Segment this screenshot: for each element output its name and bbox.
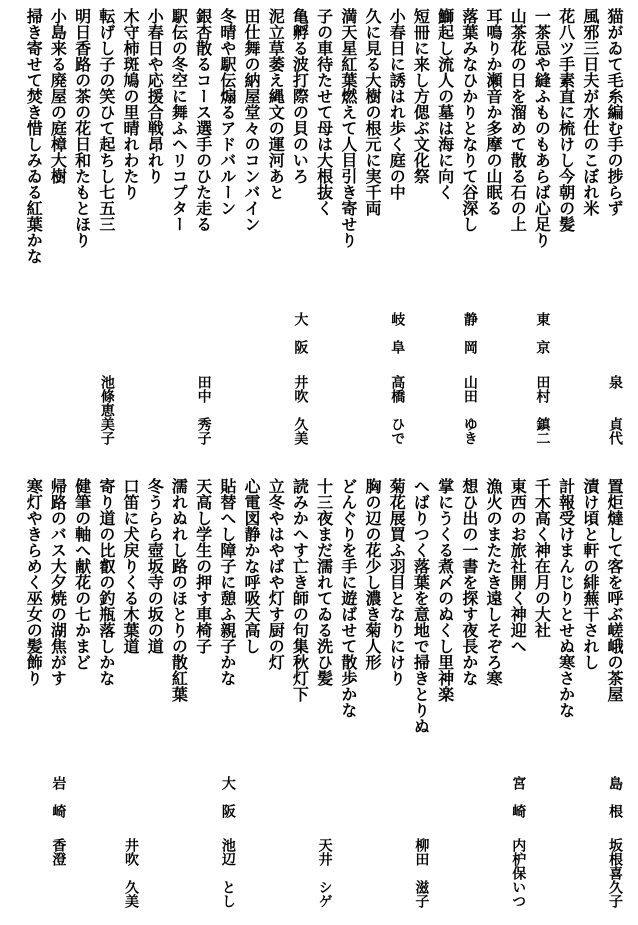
haiku-line: 想ひ出の一書を探す夜長かな: [459, 478, 479, 686]
haiku-line: へばりつく落葉を意地で掃きとりぬ: [411, 478, 431, 734]
haiku-line: 満天星紅葉燃えて人目引き寄せり: [338, 8, 358, 248]
haiku-line: 風邪三日夫が水仕のこぼれ米: [580, 8, 600, 216]
author-prefecture: 岐 阜: [389, 312, 406, 354]
haiku-line: どんぐりを手に遊ばせて散歩かな: [338, 478, 358, 718]
author-name: 田中 秀子: [195, 375, 212, 445]
author-name: 坂根喜久子: [607, 838, 623, 908]
haiku-line: 冬晴や駅伝煽るアドバルーン: [217, 8, 237, 216]
author-prefecture: 東 京: [534, 312, 551, 354]
haiku-line: 掌にうくる煮〆のぬくし里神楽: [435, 478, 455, 702]
haiku-line: 亀孵る波打際の貝のいろ: [290, 8, 310, 184]
haiku-line: 銀杏散るコース選手のひた走る: [193, 8, 213, 232]
haiku-line: 短冊に来し方偲ぶ文化祭: [411, 8, 431, 184]
haiku-line: 計報受けまんじりとせぬ寒さかな: [556, 478, 576, 718]
haiku-line: 掃き寄せて焚き惜しみゐる紅葉かな: [24, 8, 44, 264]
author-name: 高橋 ひで: [389, 375, 406, 445]
haiku-line: 鰤起し流人の墓は海に向く: [435, 8, 455, 200]
haiku-line: 落葉みなひかりとなりて谷深し: [459, 8, 479, 232]
author-name: 泉 貞代: [607, 375, 623, 445]
author-prefecture: 宮 崎: [510, 776, 527, 818]
haiku-line: 読みかへす亡き師の句集秋灯下: [290, 478, 310, 702]
haiku-line: 冬うらら壺坂寺の坂の道: [145, 478, 165, 654]
author-name: 池辺 とし: [219, 838, 236, 908]
haiku-line: 帰路のバス大夕焼の湖焦がす: [48, 478, 68, 686]
author-name: 柳田 滋子: [413, 838, 430, 908]
haiku-line: 泥立草萎え縄文の運河あと: [266, 8, 286, 200]
author-prefecture: 大 阪: [292, 312, 309, 354]
author-prefecture: 岩 崎: [50, 776, 67, 818]
haiku-line: 寄り道の比叡の釣瓶落しかな: [96, 478, 116, 686]
author-name: 井吹 久美: [123, 838, 139, 908]
haiku-line: 置炬燵して客を呼ぶ嵯峨の茶屋: [605, 478, 624, 702]
haiku-line: 明日香路の茶の花日和たもとほり: [72, 8, 92, 248]
haiku-line: 菊花展買ふ羽目となりにけり: [387, 478, 407, 686]
haiku-line: 耳鳴りか瀬音か多摩の山眠る: [484, 8, 503, 216]
haiku-line: 久に見る大樹の根元に実千両: [363, 8, 382, 216]
haiku-line: 小春日に誘はれ歩く庭の中: [387, 8, 407, 200]
author-prefecture: 島 根: [607, 776, 623, 818]
haiku-line: 転げし子の笑ひて起ちし七五三: [96, 8, 116, 232]
haiku-line: 漬け頃と軒の緋蕪干されし: [580, 478, 600, 670]
haiku-line: 健筆の軸へ献花の七かまど: [72, 478, 92, 670]
haiku-line: 駅伝の冬空に舞ふヘリコプター: [169, 8, 189, 232]
author-name: 山田 ゆき: [461, 375, 478, 445]
haiku-line: 天高し学生の押す車椅子: [193, 478, 213, 654]
haiku-line: 猫がゐて毛糸編む手の捗らず: [605, 8, 624, 216]
haiku-line: 貼替へし障子に憩ふ親子かな: [217, 478, 237, 686]
haiku-line: 立冬やはやばや灯す厨の灯: [266, 478, 286, 670]
haiku-line: 子の車待たせて母は大根抜く: [314, 8, 334, 216]
haiku-line: 漁火のまたたき遠しそぞろ寒: [484, 478, 503, 686]
author-name: 池條恵美子: [98, 375, 115, 445]
haiku-line: 小春日や応援合戦昂れり: [145, 8, 165, 184]
haiku-line: 十三夜まだ濡れてゐる洗ひ髪: [314, 478, 334, 686]
haiku-line: 胸の辺の花少し濃き菊人形: [363, 478, 382, 670]
author-prefecture: 大 阪: [219, 776, 236, 818]
author-name: 井吹 久美: [292, 375, 309, 445]
author-prefecture: 静 岡: [461, 312, 478, 354]
haiku-line: 口笛に犬戻りくる木葉道: [121, 478, 140, 654]
haiku-line: 小島来る廃屋の庭樟大樹: [48, 8, 68, 184]
author-name: 内枦保いつ: [510, 838, 527, 908]
haiku-line: 東西のお旅社開く神迎へ: [508, 478, 528, 654]
haiku-line: 田仕舞の納屋堂々のコンバイン: [242, 8, 261, 232]
haiku-line: 寒灯やきらめく巫女の髪飾り: [24, 478, 44, 686]
haiku-line: 花八ツ手素直に梳けし今朝の髪: [556, 8, 576, 232]
haiku-line: 千木高く神在月の大社: [532, 478, 552, 638]
haiku-line: 心電図静かな呼吸天高し: [242, 478, 261, 654]
author-name: 田村 鎮二: [534, 375, 551, 445]
haiku-line: 山茶花の日を溜めて散る石の上: [508, 8, 528, 232]
haiku-line: 木守柿斑鳩の里晴れわたり: [121, 8, 140, 200]
haiku-line: 一茶忌や縫ふものもあらば心足り: [532, 8, 552, 248]
haiku-line: 濡れぬれし路のほとりの散紅葉: [169, 478, 189, 702]
author-name: 天井 シゲ: [316, 838, 333, 908]
author-name: 香澄: [50, 838, 67, 866]
